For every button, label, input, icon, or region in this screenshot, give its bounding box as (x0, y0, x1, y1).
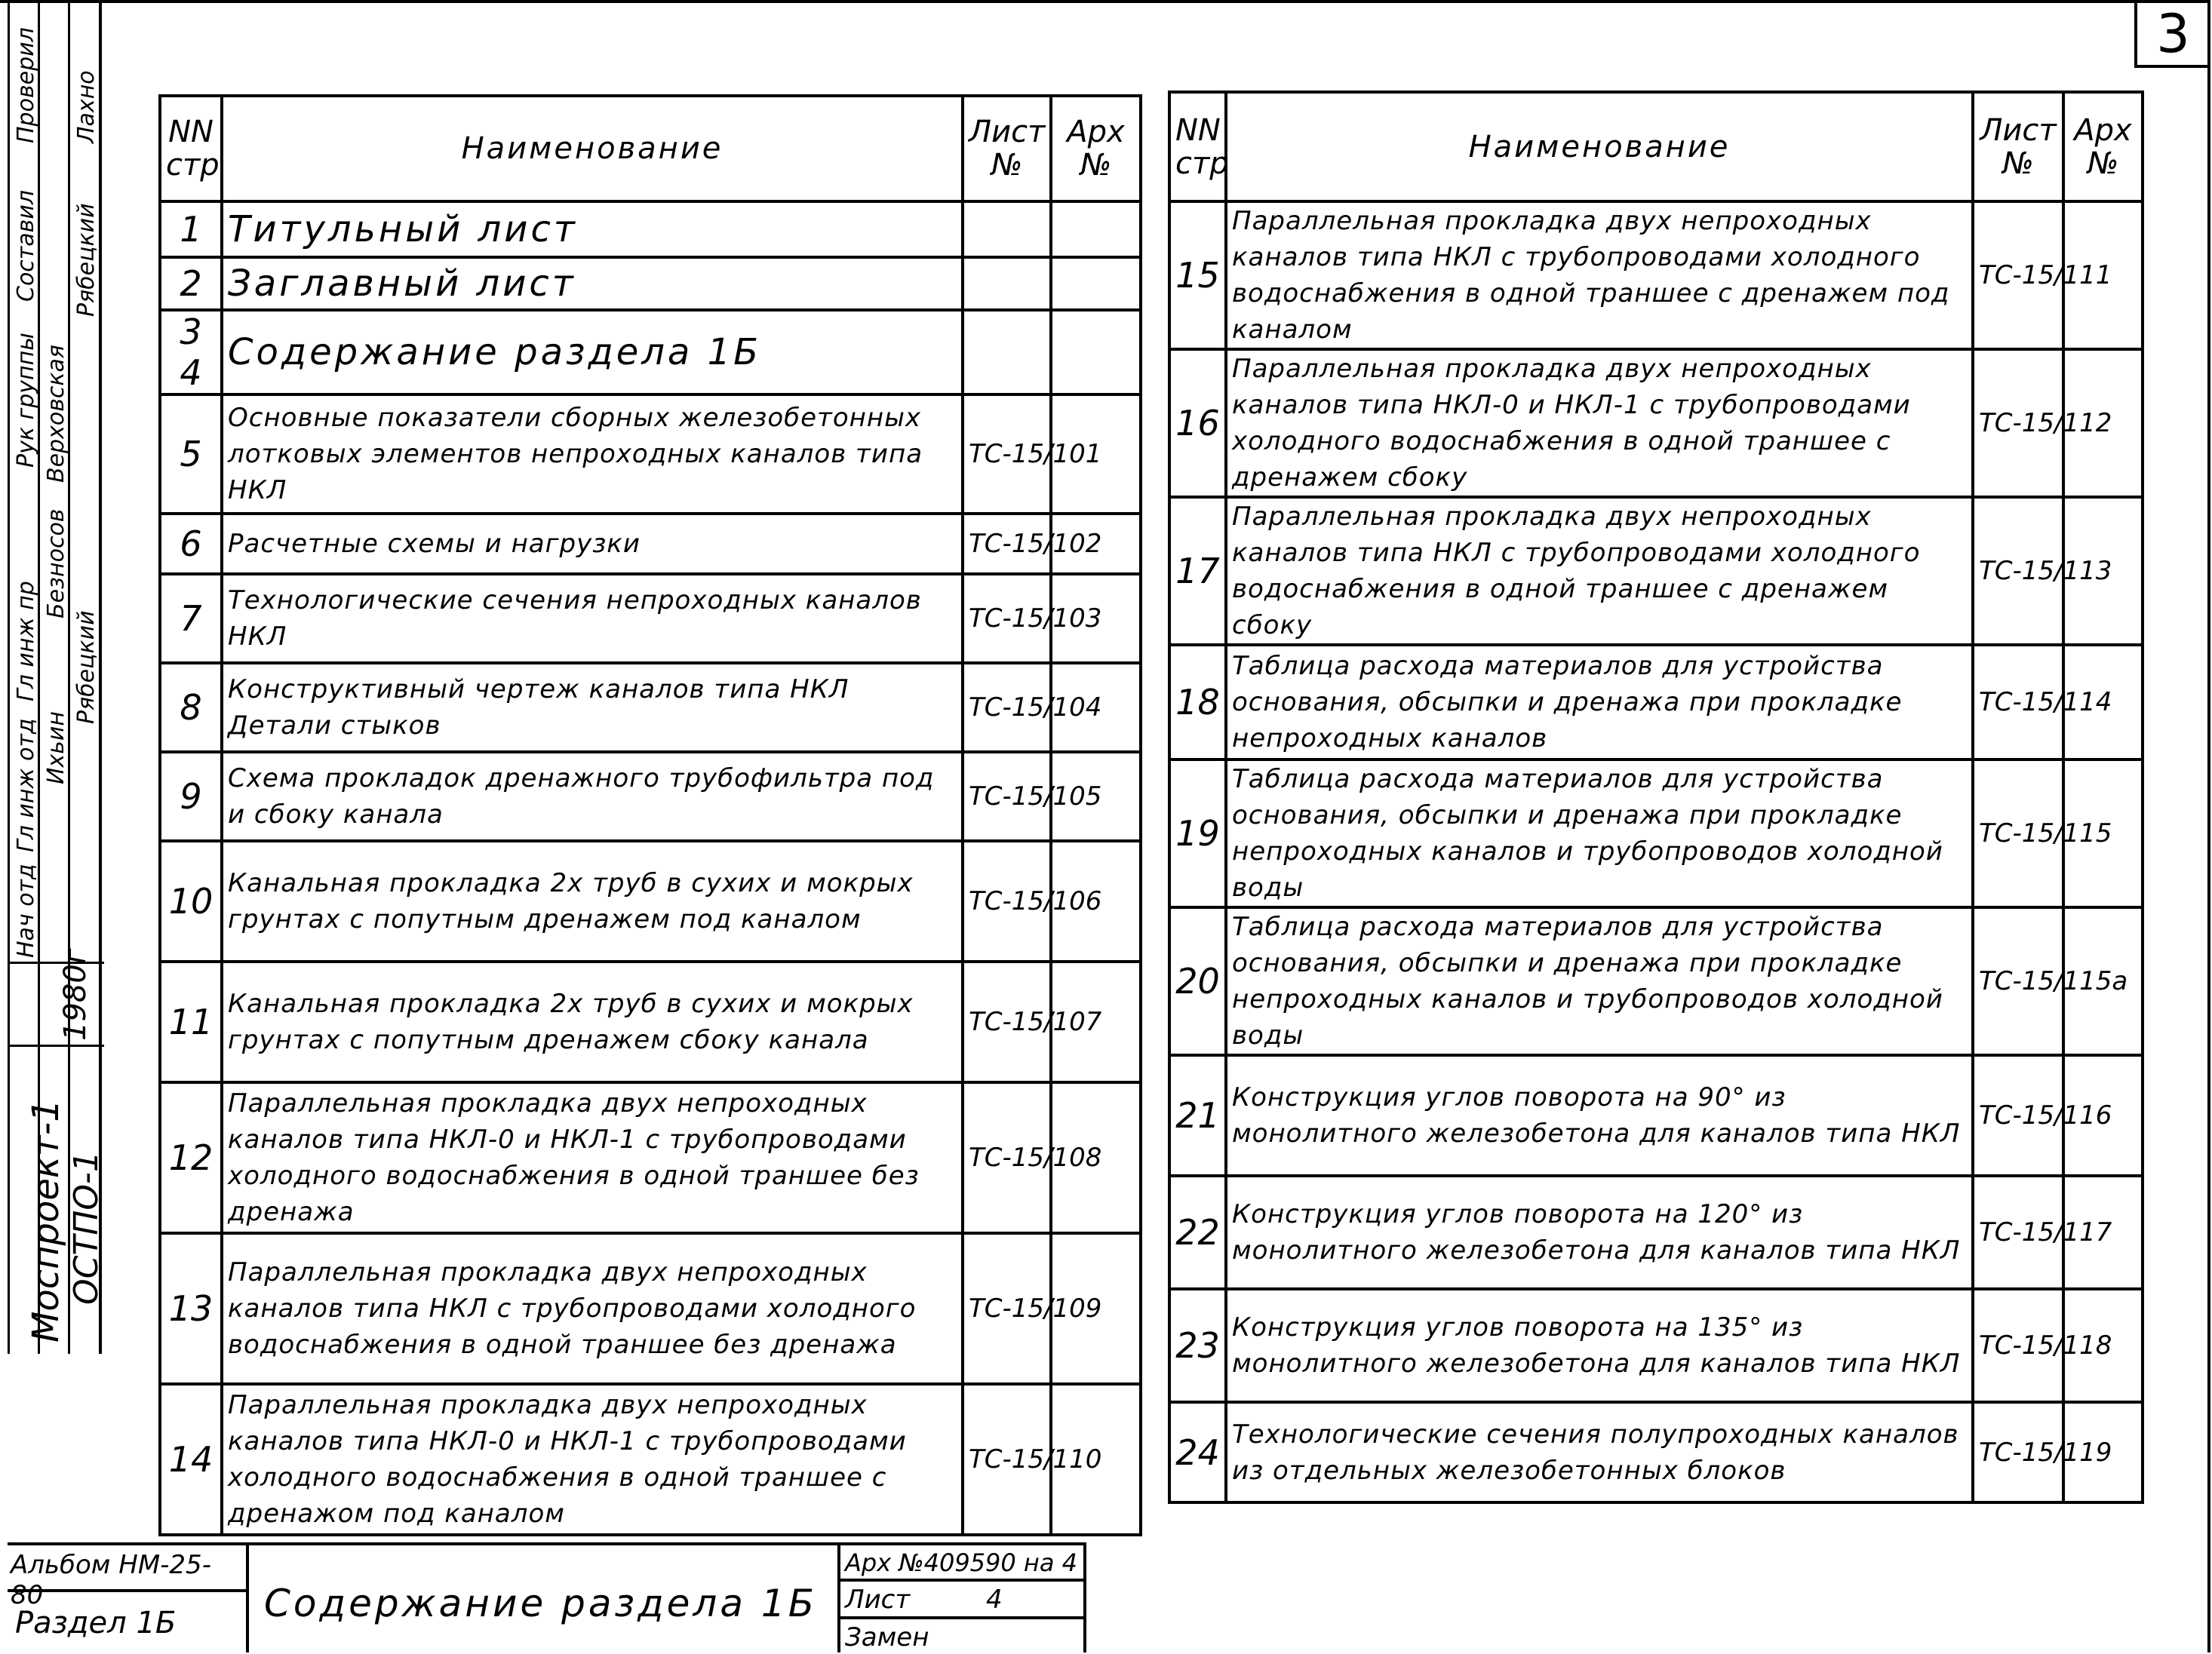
sheet-row (837, 1579, 1086, 1616)
row-name: Таблица расхода материалов для устройства основания, обсыпки и дренажа при прокладке непроходных каналов и трубопроводов холодной воды (1226, 759, 1973, 907)
side-org: Моспроект-1 (25, 1099, 67, 1343)
row-name: Таблица расхода материалов для устройства основания, обсыпки и дренажа при прокладке непроходных каналов и трубопроводов холодной воды (1226, 907, 1973, 1055)
table-row (1169, 645, 2143, 759)
row-num: 11 (160, 962, 222, 1082)
row-sheet: ТС-15/117 (1973, 1176, 2063, 1289)
row-arch (1051, 201, 1141, 257)
row-num: 7 (160, 574, 222, 663)
table-row (1169, 1402, 2143, 1502)
side-name: Рябецкий (73, 203, 100, 317)
side-role: Гл инж отд (13, 718, 39, 852)
row-name: Параллельная прокладка двух непроходных каналов типа НКЛ с трубопроводами холодного водоснабжения в одной траншее без дренажа (222, 1233, 963, 1384)
row-sheet: ТС-15/105 (963, 752, 1051, 841)
row-num: 9 (160, 752, 222, 841)
row-sheet: ТС-15/115а (1973, 907, 2063, 1055)
side-name: Ихьин (43, 711, 69, 784)
row-name: Основные показатели сборных железобетонных лотковых элементов непроходных каналов типа НКЛ (222, 394, 963, 514)
side-role: Рук группы (13, 333, 39, 468)
row-num: 2 (160, 257, 222, 310)
row-num: 6 (160, 514, 222, 574)
row-sheet (963, 201, 1051, 257)
row-name: Параллельная прокладка двух непроходных каналов типа НКЛ-0 и НКЛ-1 с трубопроводами холодного водоснабжения в одной траншее без дренажа (222, 1082, 963, 1233)
row-name: Канальная прокладка 2х труб в сухих и мокрых грунтах с попутным дренажем под каналом (222, 841, 963, 962)
row-num: 5 (160, 394, 222, 514)
row-num: 20 (1169, 907, 1226, 1055)
table-row (160, 201, 1141, 257)
table-row (1169, 497, 2143, 645)
row-sheet (963, 310, 1051, 394)
header-name: Наименование (1226, 92, 1973, 201)
table-row (1169, 907, 2143, 1055)
contents-table-right (1168, 91, 2144, 1504)
table-row (160, 841, 1141, 962)
row-num: 17 (1169, 497, 1226, 645)
contents-table-left (158, 94, 1142, 1536)
row-name: Содержание раздела 1Б (222, 310, 963, 394)
row-sheet: ТС-15/110 (963, 1384, 1051, 1535)
row-name: Параллельная прокладка двух непроходных каналов типа НКЛ с трубопроводами холодного водоснабжения в одной траншее с дренажем сбоку (1226, 497, 1973, 645)
row-name: Конструктивный чертеж каналов типа НКЛ Детали стыков (222, 663, 963, 752)
page-number: 3 (2134, 3, 2209, 68)
header-sheet: Лист № (1973, 92, 2063, 201)
row-arch (1051, 310, 1141, 394)
header-name: Наименование (222, 96, 963, 201)
row-name: Таблица расхода материалов для устройства основания, обсыпки и дренажа при прокладке непроходных каналов (1226, 645, 1973, 759)
row-sheet: ТС-15/115 (1973, 759, 2063, 907)
row-num: 8 (160, 663, 222, 752)
row-num: 10 (160, 841, 222, 962)
row-num: 3 4 (160, 310, 222, 394)
side-stamp (8, 0, 106, 1354)
header-arch: Арх № (2063, 92, 2143, 201)
sheet-label: Лист (845, 1585, 911, 1615)
row-num: 16 (1169, 349, 1226, 497)
side-name: Лахно (73, 70, 100, 143)
row-sheet: ТС-15/112 (1973, 349, 2063, 497)
row-num: 18 (1169, 645, 1226, 759)
side-divider (10, 1045, 104, 1047)
row-name: Параллельная прокладка двух непроходных каналов типа НКЛ-0 и НКЛ-1 с трубопроводами холодного водоснабжения в одной траншее с дренажом под каналом (222, 1384, 963, 1535)
row-num: 1 (160, 201, 222, 257)
side-name: Верховская (43, 345, 69, 483)
row-name: Расчетные схемы и нагрузки (222, 514, 963, 574)
row-name: Титульный лист (222, 201, 963, 257)
table-header-row (1169, 92, 2143, 201)
row-sheet: ТС-15/113 (1973, 497, 2063, 645)
row-num: 19 (1169, 759, 1226, 907)
row-sheet: ТС-15/111 (1973, 201, 2063, 349)
table-row (160, 663, 1141, 752)
row-sheet: ТС-15/108 (963, 1082, 1051, 1233)
row-num: 15 (1169, 201, 1226, 349)
table-row (1169, 201, 2143, 349)
table-row (160, 574, 1141, 663)
table-row (1169, 1055, 2143, 1176)
row-name: Конструкция углов поворота на 120° из монолитного железобетона для каналов типа НКЛ (1226, 1176, 1973, 1289)
side-name: Безносов (43, 508, 69, 618)
table-header-row (160, 96, 1141, 201)
album-label: Альбом НМ-25-80 (8, 1542, 249, 1589)
block-title: Содержание раздела 1Б (249, 1542, 837, 1652)
table-row (1169, 1289, 2143, 1402)
table-row (160, 310, 1141, 394)
row-num: 21 (1169, 1055, 1226, 1176)
row-name: Конструкция углов поворота на 135° из монолитного железобетона для каналов типа НКЛ (1226, 1289, 1973, 1402)
row-sheet: ТС-15/104 (963, 663, 1051, 752)
sheet-value: 4 (985, 1585, 1003, 1615)
row-sheet: ТС-15/106 (963, 841, 1051, 962)
side-role: Гл инж пр (13, 581, 39, 701)
section-label: Раздел 1Б (8, 1589, 249, 1652)
table-row (1169, 349, 2143, 497)
table-row (160, 257, 1141, 310)
table-row (160, 394, 1141, 514)
row-arch (1051, 257, 1141, 310)
row-num: 24 (1169, 1402, 1226, 1502)
row-sheet: ТС-15/118 (1973, 1289, 2063, 1402)
table-row (1169, 759, 2143, 907)
row-sheet: ТС-15/109 (963, 1233, 1051, 1384)
row-sheet: ТС-15/119 (1973, 1402, 2063, 1502)
row-sheet (963, 257, 1051, 310)
row-name: Параллельная прокладка двух непроходных каналов типа НКЛ с трубопроводами холодного водоснабжения в одной траншее с дренажем под каналом (1226, 201, 1973, 349)
row-sheet: ТС-15/107 (963, 962, 1051, 1082)
side-name: Рябецкий (73, 610, 100, 724)
row-num: 23 (1169, 1289, 1226, 1402)
row-name: Технологические сечения полупроходных каналов из отдельных железобетонных блоков (1226, 1402, 1973, 1502)
side-dept: ОСТПО-1 (67, 1151, 106, 1305)
header-num: NN стр (1169, 92, 1226, 201)
row-num: 22 (1169, 1176, 1226, 1289)
row-sheet: ТС-15/116 (1973, 1055, 2063, 1176)
row-sheet: ТС-15/103 (963, 574, 1051, 663)
table-row (160, 1384, 1141, 1535)
header-arch: Арх № (1051, 96, 1141, 201)
header-sheet: Лист № (963, 96, 1051, 201)
side-year: 1980г (58, 948, 93, 1041)
replaced-label: Замен (837, 1616, 1086, 1652)
arch-number: Арх №409590 на 4 (837, 1542, 1086, 1579)
row-name: Технологические сечения непроходных каналов НКЛ (222, 574, 963, 663)
title-block (8, 1542, 1094, 1652)
header-num: NN стр (160, 96, 222, 201)
row-num: 14 (160, 1384, 222, 1535)
row-sheet: ТС-15/102 (963, 514, 1051, 574)
row-name: Параллельная прокладка двух непроходных каналов типа НКЛ-0 и НКЛ-1 с трубопроводами холодного водоснабжения в одной траншее с дренажем сбоку (1226, 349, 1973, 497)
side-role: Нач отд (13, 864, 39, 958)
row-name: Схема прокладок дренажного трубофильтра под и сбоку канала (222, 752, 963, 841)
side-role: Проверил (13, 27, 39, 143)
row-name: Канальная прокладка 2х труб в сухих и мокрых грунтах с попутным дренажем сбоку канала (222, 962, 963, 1082)
table-row (160, 1082, 1141, 1233)
table-row (160, 514, 1141, 574)
side-role: Составил (13, 189, 39, 302)
table-row (1169, 1176, 2143, 1289)
row-sheet: ТС-15/114 (1973, 645, 2063, 759)
row-name: Заглавный лист (222, 257, 963, 310)
row-num: 12 (160, 1082, 222, 1233)
row-num: 13 (160, 1233, 222, 1384)
row-name: Конструкция углов поворота на 90° из монолитного железобетона для каналов типа НКЛ (1226, 1055, 1973, 1176)
row-sheet: ТС-15/101 (963, 394, 1051, 514)
table-row (160, 962, 1141, 1082)
table-row (160, 1233, 1141, 1384)
table-row (160, 752, 1141, 841)
